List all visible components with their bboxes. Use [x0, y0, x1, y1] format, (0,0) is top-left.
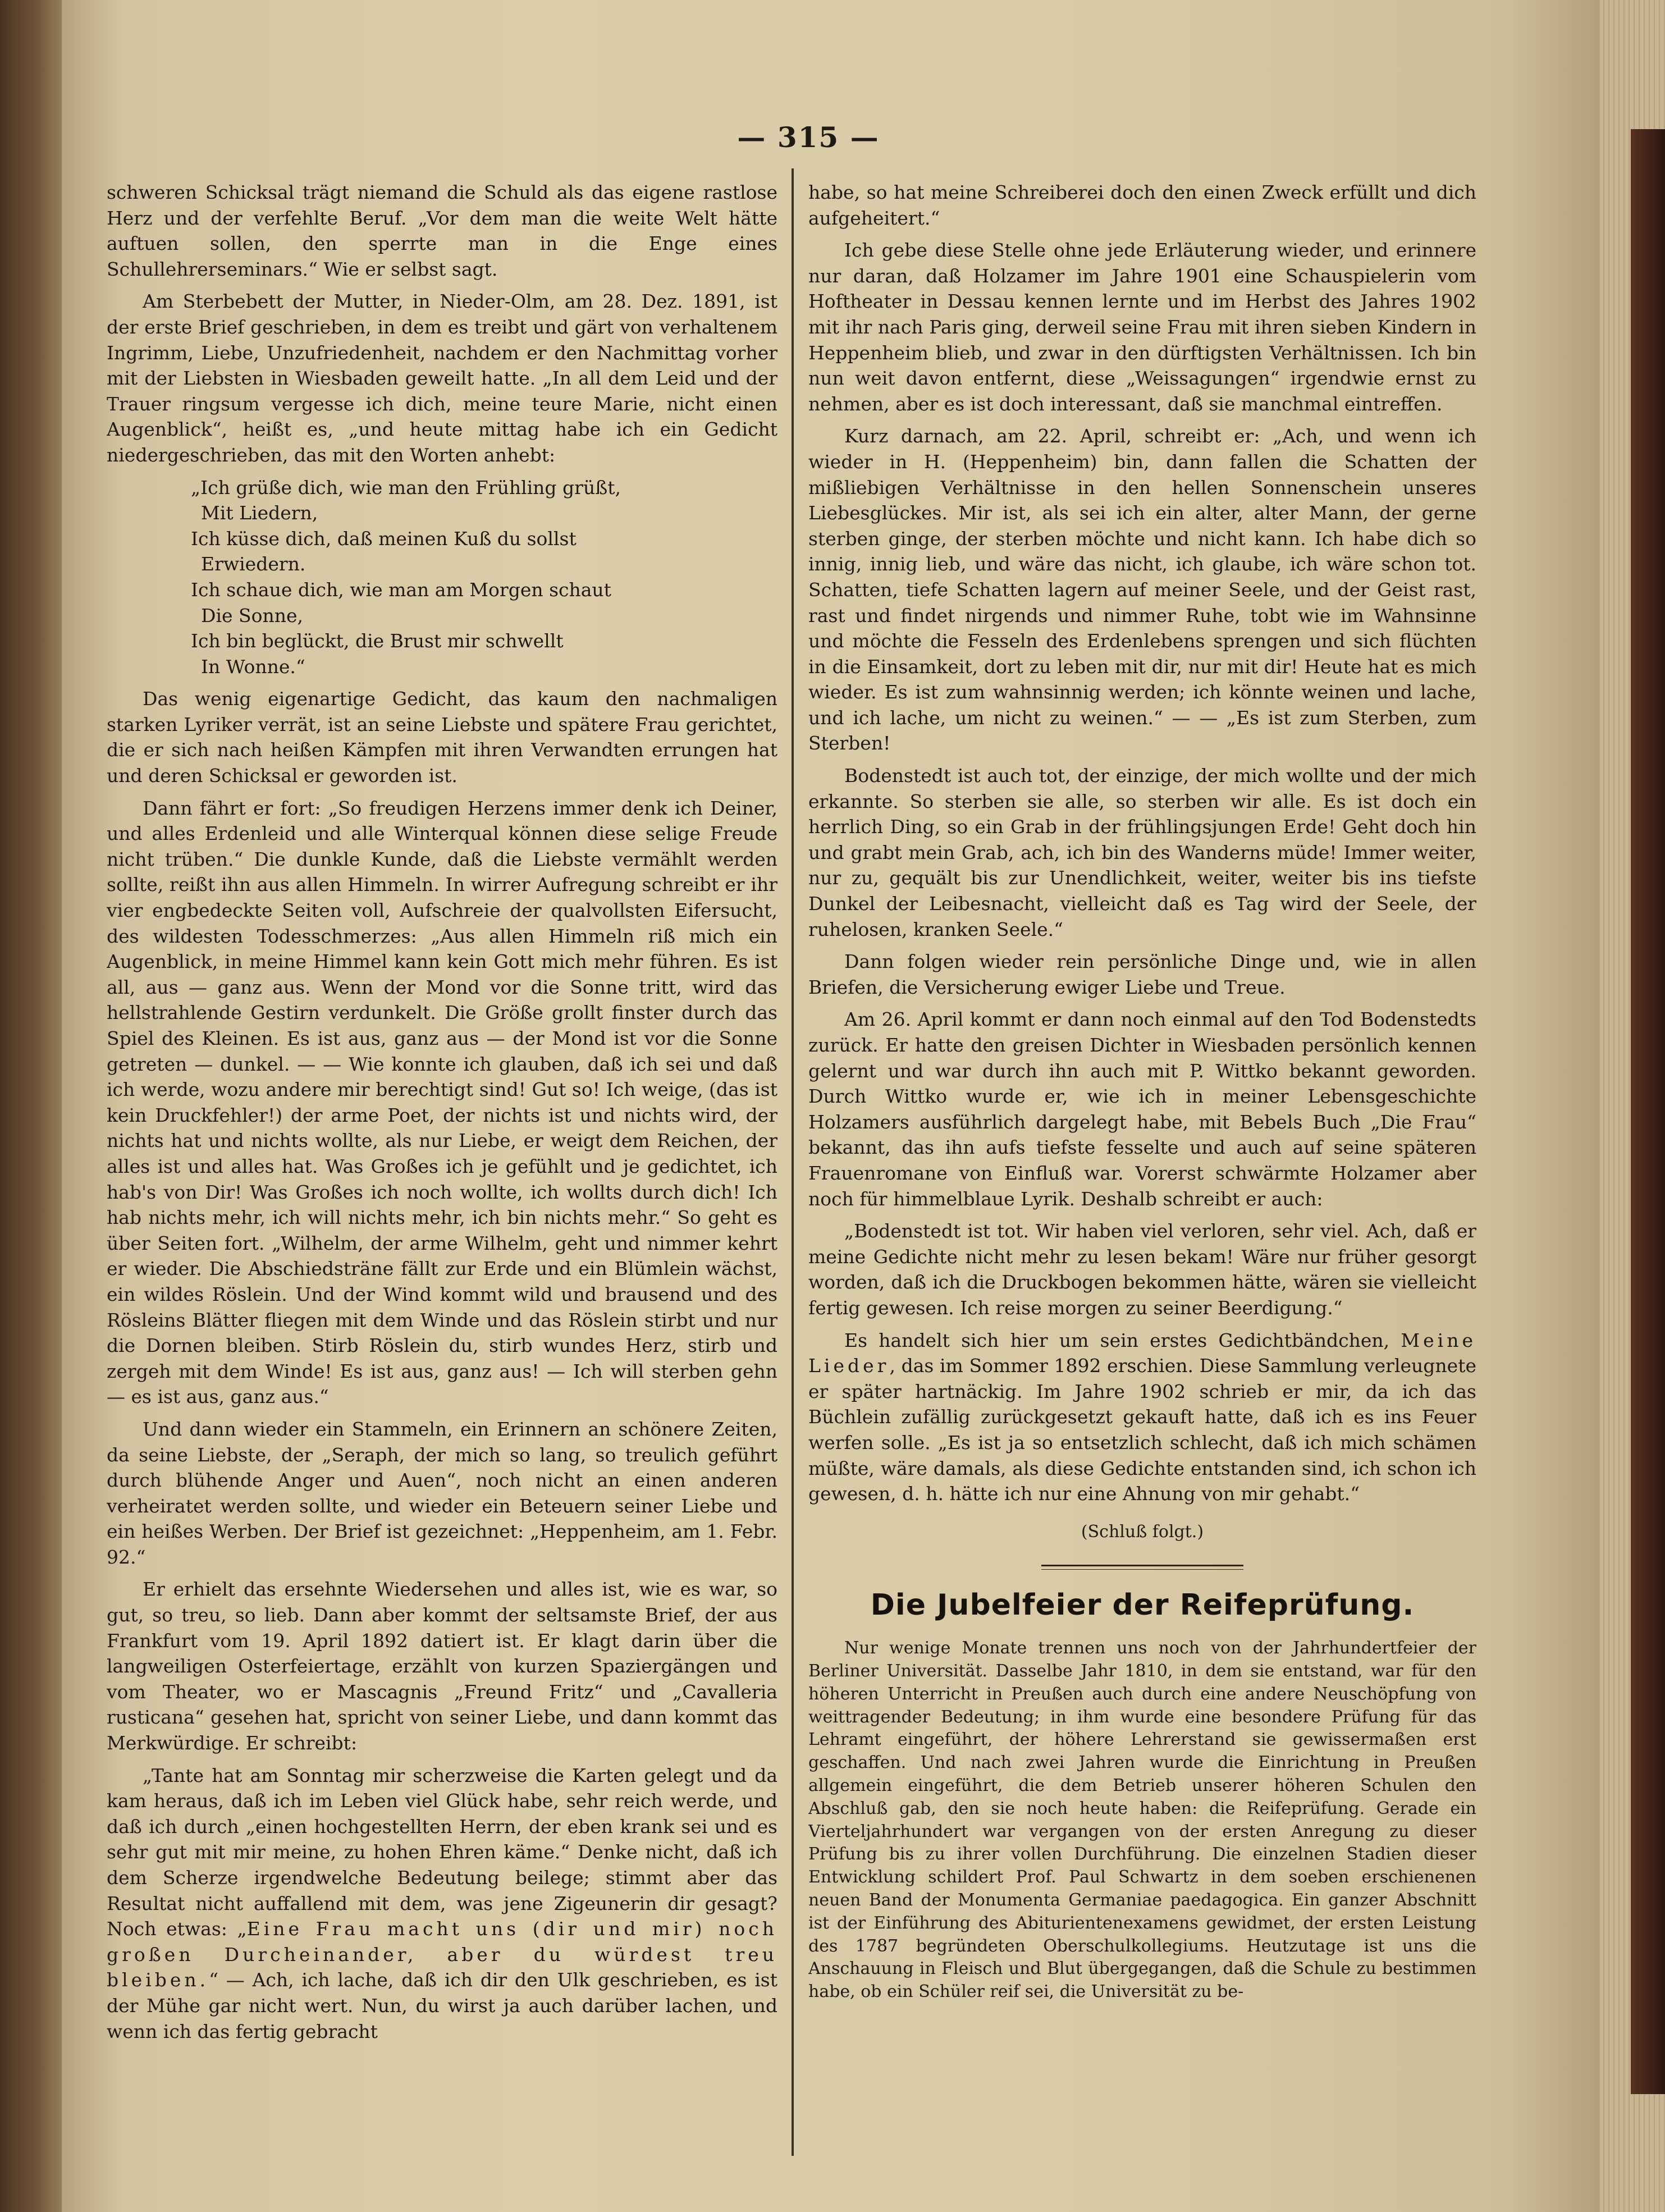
- spaced-text: Eine Frau macht uns (dir und mir) noch großen Durcheinander, aber du würdest treu bleiben.: [107, 1918, 777, 1991]
- continued-note: (Schluß folgt.): [1081, 1521, 1204, 1542]
- article-title: Die Jubelfeier der Reifeprüfung.: [870, 1588, 1415, 1623]
- quoted-letter: [107, 1763, 777, 2045]
- left-column: [107, 180, 777, 2150]
- paragraph: Dann fährt er fort: „So freudigen Herzens immer denk ich Deiner, und alles Erdenleid und alle Winterqual können diese selige Freude nicht trüben.“ Die dunkle Kunde, daß die Liebste vermählt werden sollte, reißt ihn aus allen Himmeln. In wirrer Aufregung schreibt er ihr vier engbedeckte Seiten voll, Aufschreie der qualvollsten Eifersucht, des wildesten Todesschmerzes: „Aus allen Himmeln riß mich ein Augenblick, in meine Himmel kann kein Gott mich mehr führen. Es ist all, aus — ganz aus. Wenn der Mond vor die Sonne tritt, wird das hellstrahlende Gestirn verdunkelt. Die Größe grollt finster durch das Spiel des Kleinen. Es ist aus, ganz aus — der Mond ist vor die Sonne getreten — dunkel. — — Wie konnte ich glauben, daß ich sei und daß ich werde, wozu andere mir berechtigt sind! Gut so! Ich weige, (das ist kein Druckfehler!) der arme Poet, der nichts ist und nichts wird, der nichts hat und nichts wollte, als nur Liebe, er weigt dem Reichen, der alles ist und alles hat. Was Großes ich je gefühlt und je gedichtet, ich hab's von Dir! Was Großes ich noch wollte, ich wollts durch dich! Ich hab nichts mehr, ich will nichts mehr, ich bin nichts mehr.“ So geht es über Seiten fort. „Wilhelm, der arme Wilhelm, geht und nimmer kehrt er wieder. Die Abschiedsträne fällt zur Erde und ein Blümlein wächst, ein wildes Röslein. Und der Wind kommt wild und brausend und des Rösleins Blätter fliegen mit dem Winde und das Röslein stirbt und nur die Dornen bleiben. Stirb Röslein du, stirb wundes Herz, stirb und zergeh mit dem Winde! Es ist aus, ganz aus! — Ich will sterben gehn — es ist aus, ganz aus.“: [107, 797, 777, 1408]
- text-run: Es handelt sich hier um sein erstes Gedichtbändchen,: [844, 1329, 1401, 1351]
- paragraph: Nur wenige Monate trennen uns noch von der Jahrhundertfeier der Berliner Universität. Dasselbe Jahr 1810, in dem sie entstand, war für den höheren Unterricht in Preußen auch durch eine andere Neuschöpfung von weittragender Bedeutung; in ihm wurde eine besondere Prüfung für das Lehramt eingeführt, der höhere Lehrerstand sie gewissermaßen erst geschaffen. Und nach zwei Jahren wurde die Einrichtung in Preußen allgemein eingeführt, die dem Betrieb unserer höheren Schulen den Abschluß gab, den sie noch heute haben: die Reifeprüfung. Gerade ein Vierteljahrhundert war vergangen von der ersten Anregung zu dieser Prüfung bis zu ihrer vollen Durchführung. Die einzelnen Stadien dieser Entwicklung schildert Prof. Paul Schwartz in dem soeben erschienenen neuen Band der Monumenta Germaniae paedagogica. Ein ganzer Abschnitt ist der Einführung des Abiturientenexamens gewidmet, der ersten Leistung des 1787 begründeten Oberschulkollegiums. Heutzutage ist uns die Anschauung in Fleisch und Blut übergegangen, daß die Schule zu bestimmen habe, ob ein Schüler reif sei, die Universität zu be-: [808, 1638, 1476, 2002]
- paragraph: Am Sterbebett der Mutter, in Nieder-Olm, am 28. Dez. 1891, ist der erste Brief geschrieben, in dem es treibt und gärt von verhaltenem Ingrimm, Liebe, Unzufriedenheit, nachdem er den Nachmittag vorher mit der Liebsten in Wiesbaden geweilt hatte. „In all dem Leid und der Trauer ringsum vergesse ich dich, meine teure Marie, nicht einen Augenblick“, heißt es, „und heute mittag habe ich ein Gedicht niedergeschrieben, das mit den Worten anhebt:: [107, 290, 777, 466]
- paragraph: Das wenig eigenartige Gedicht, das kaum den nachmaligen starken Lyriker verrät, ist an seine Liebste und spätere Frau gerichtet, die er sich nach heißen Kämpfen mit ihren Verwandten errungen hat und deren Schicksal er geworden ist.: [107, 688, 777, 787]
- spaced-text: Meine Lieder: [808, 1329, 1476, 1377]
- paragraph: [808, 1328, 1476, 1507]
- poem-line: Mit Liedern,: [201, 502, 318, 524]
- poem-line: Ich bin beglückt, die Brust mir schwellt: [191, 630, 564, 652]
- book-gutter: [0, 0, 67, 2212]
- paragraph: Und dann wieder ein Stammeln, ein Erinnern an schönere Zeiten, da seine Liebste, der „Seraph, der mich so lang, so treulich geführt durch blühende Anger und Auen“, noch nicht an einen anderen verheiratet werden sollte, und wieder ein Beteuern seiner Liebe und ein heißes Werben. Der Brief ist gezeichnet: „Heppenheim, am 1. Febr. 92.“: [107, 1418, 777, 1568]
- text-run: „Tante hat am Sonntag mir scherzweise die Karten gelegt und da kam heraus, daß ich im Leben viel Glück habe, sehr reich werde, und daß ich durch „einen hochgestellten Herrn, der eben krank sei und es sehr gut mit mir meine, zu hohen Ehren käme.“ Denke nicht, daß ich dem Scherze irgendwelche Bedeutung beilege; stimmt aber das Resultat nicht auffallend mit dem, was jene Zigeunerin dir gesagt? Noch etwas: „: [107, 1764, 777, 1940]
- column-divider: [792, 168, 794, 2156]
- paragraph: schweren Schicksal trägt niemand die Schuld als das eigene rastlose Herz und der verfehlte Beruf. „Vor dem man die weite Welt hätte auftuen sollen, den sperrte man in die Enge eines Schullehrerseminars.“ Wie er selbst sagt.: [107, 181, 777, 280]
- quoted-letter: „Bodenstedt ist tot. Wir haben viel verloren, sehr viel. Ach, daß er meine Gedichte nicht mehr zu lesen bekam! Wäre nur früher gesorgt worden, daß ich die Druckbogen bekommen hätte, wären sie vielleicht fertig gewesen. Ich reise morgen zu seiner Beerdigung.“: [808, 1220, 1476, 1319]
- poem: [191, 475, 777, 680]
- section-divider: [1041, 1565, 1243, 1570]
- paragraph: Bodenstedt ist auch tot, der einzige, der mich wollte und der mich erkannte. So sterben sie alle, so sterben wir alle. Es ist doch ein herrlich Ding, so ein Grab in der frühlingsjungen Erde! Geht doch hin und grabt mein Grab, ach, ich bin des Wanderns müde! Immer weiter, nur zu, gequält bis zur Unendlichkeit, weiter, weiter bis ins tiefste Dunkel der Leibesnacht, vielleicht daß es Tag wird der Seele, der ruhelosen, kranken Seele.“: [808, 765, 1476, 940]
- text-run: “ — Ach, ich lache, daß ich dir den Ulk geschrieben, es ist der Mühe gar nicht wert. Nun, du wirst ja auch darüber lachen, und wenn ich das fertig gebracht: [107, 1969, 777, 2042]
- paragraph: Ich gebe diese Stelle ohne jede Erläuterung wieder, und erinnere nur daran, daß Holzamer im Jahre 1901 eine Schauspielerin vom Hoftheater in Dessau kennen lernte und im Herbst des Jahres 1902 mit ihr nach Paris ging, derweil seine Frau mit ihren sieben Kindern in Heppenheim blieb, und zwar in den dürftigsten Verhältnissen. Ich bin nun weit davon entfernt, diese „Weissagungen“ irgendwie ernst zu nehmen, aber es ist doch interessant, daß sie manchmal eintreffen.: [808, 239, 1476, 415]
- book-spine: [1631, 129, 1665, 2094]
- right-column: [808, 180, 1476, 2150]
- poem-line: Ich küsse dich, daß meinen Kuß du sollst: [191, 527, 577, 550]
- poem-line: Erwiedern.: [201, 553, 306, 575]
- poem-line: „Ich grüße dich, wie man den Frühling grüßt,: [191, 476, 621, 499]
- text-run: , das im Sommer 1892 erschien. Diese Sammlung verleugnete er später hartnäckig. Im Jahre 1902 schrieb er mir, da ich das Büchlein zufällig zurückgesetzt gekauft hatte, daß ich es ins Feuer werfen solle. „Es ist ja so entsetzlich schlecht, daß ich mich schämen müßte, wäre damals, als diese Gedichte entstanden sind, ich schon ich gewesen, d. h. hätte ich nur eine Ahnung von mir gehabt.“: [808, 1355, 1476, 1505]
- paragraph: Dann folgen wieder rein persönliche Dinge und, wie in allen Briefen, die Versicherung ewiger Liebe und Treue.: [808, 950, 1476, 998]
- paragraph: Er erhielt das ersehnte Wiedersehen und alles ist, wie es war, so gut, so treu, so lieb. Dann aber kommt der seltsamste Brief, der aus Frankfurt vom 19. April 1892 datiert ist. Er klagt darin über die langweiligen Osterfeiertage, erzählt von kurzen Spaziergängen und vom Theater, wo er Mascagnis „Freund Fritz“ und „Cavalleria rusticana“ gesehen hat, spricht von seiner Liebe, und dann kommt das Merkwürdige. Er schreibt:: [107, 1578, 777, 1754]
- page-number: — 315 —: [737, 121, 880, 154]
- poem-line: Ich schaue dich, wie man am Morgen schaut: [191, 578, 611, 601]
- poem-line: Die Sonne,: [201, 604, 304, 627]
- paragraph: Kurz darnach, am 22. April, schreibt er: „Ach, und wenn ich wieder in H. (Heppenheim) bin, dann fallen die Schatten der mißliebigen Verhältnisse in den hellen Sonnenschein unseres Liebesglückes. Mir ist, als sei ich ein alter, alter Mann, der gerne sterben ginge, der sterben möchte und nicht kann. Ich habe dich so innig, innig lieb, und wäre das nicht, ich glaube, ich wäre schon tot. Schatten, tiefe Schatten lagern auf meiner Seele, und der Geist rast, rast und findet nirgends und nimmer Ruhe, tobt wie im Wahnsinne und möchte die Fesseln des Erdenlebens sprengen und sich flüchten in die Einsamkeit, dort zu leben mit dir, nur mit dir! Heute hat es mich wieder. Es ist zum wahnsinnig werden; ich könnte weinen und lache, und ich lache, um nicht zu weinen.“ — — „Es ist zum Sterben, zum Sterben!: [808, 425, 1476, 755]
- paragraph: habe, so hat meine Schreiberei doch den einen Zweck erfüllt und dich aufgeheitert.“: [808, 181, 1476, 229]
- poem-line: In Wonne.“: [201, 655, 305, 678]
- paragraph: Am 26. April kommt er dann noch einmal auf den Tod Bodenstedts zurück. Er hatte den greisen Dichter in Wiesbaden persönlich kennen gelernt und war durch ihn auch mit P. Wittko bekannt geworden. Durch Wittko wurde er, wie ich in meiner Lebensgeschichte Holzamers ausführlich dargelegt habe, mit Bebels Buch „Die Frau“ bekannt, das ihn aufs tiefste fesselte und auch auf seine späteren Frauenromane von Einfluß war. Vorerst schwärmte Holzamer aber noch für himmelblaue Lyrik. Deshalb schreibt er auch:: [808, 1008, 1476, 1210]
